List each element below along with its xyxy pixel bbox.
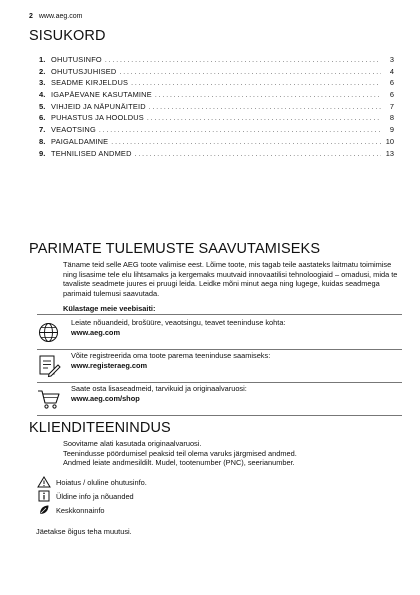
customer-service-title: KLIENDITEENINDUS <box>29 420 171 436</box>
toc-item-title: VIHJEID JA NÄPUNÄITEID <box>51 101 146 111</box>
toc-dot-leader <box>155 92 381 99</box>
symbol-row <box>36 490 134 502</box>
info-icon <box>36 490 52 502</box>
toc-dot-leader <box>111 139 381 146</box>
toc-item[interactable] <box>39 67 394 79</box>
toc-dot-leader <box>135 151 381 158</box>
leaf-icon <box>36 504 52 516</box>
toc-item-title: PUHASTUS JA HOOLDUS <box>51 113 144 123</box>
toc-item-number: 9. <box>39 148 46 158</box>
toc-item[interactable] <box>39 102 394 114</box>
toc-item-title: IGAPÄEVANE KASUTAMINE <box>51 90 152 100</box>
link-url[interactable]: www.aeg.com/shop <box>71 393 140 403</box>
page-header <box>29 13 82 20</box>
divider <box>37 415 402 416</box>
link-url[interactable]: www.registeraeg.com <box>71 360 148 370</box>
toc-item-number: 3. <box>39 78 46 88</box>
toc-dot-leader <box>99 127 381 134</box>
toc-item-title: TEHNILISED ANDMED <box>51 148 132 158</box>
site-url[interactable]: www.aeg.com <box>38 13 83 20</box>
visit-heading: Külastage meie veebisaiti: <box>63 304 156 313</box>
customer-service-paragraph: Soovitame alati kasutada originaalvaruosi. Teenindusse pöördumisel peaksid teil olema varuks järgmised andmed. Andmed leiate andmesildilt. Mudel, tootenumber (PNC), seerianumber. <box>63 439 297 468</box>
toc-item[interactable] <box>39 113 394 125</box>
toc-item-number: 8. <box>39 136 46 146</box>
toc-item-number: 2. <box>39 66 46 76</box>
toc-item-page: 6 <box>389 78 394 88</box>
toc-dot-leader <box>119 69 381 76</box>
toc-item-page: 9 <box>389 125 394 135</box>
divider <box>37 314 402 315</box>
link-description: Leiate nõuandeid, brošüüre, veaotsingu, teavet teeninduse kohta: <box>71 318 286 327</box>
toc-item[interactable] <box>39 90 394 102</box>
toc-dot-leader <box>105 57 381 64</box>
best-results-title: PARIMATE TULEMUSTE SAAVUTAMISEKS <box>29 241 321 257</box>
warning-icon <box>36 476 52 488</box>
toc-item[interactable] <box>39 78 394 90</box>
page-number: 2 <box>29 13 33 20</box>
table-of-contents <box>39 55 394 160</box>
toc-item[interactable] <box>39 137 394 149</box>
toc-item-page: 7 <box>389 101 394 111</box>
toc-item-title: PAIGALDAMINE <box>51 136 109 146</box>
toc-item-title: VEAOTSING <box>51 125 96 135</box>
toc-item-page: 6 <box>389 90 394 100</box>
link-info <box>71 318 401 338</box>
toc-item-title: OHUTUSJUHISED <box>51 66 117 76</box>
toc-title: SISUKORD <box>29 28 106 44</box>
divider <box>37 382 402 383</box>
link-shop <box>71 384 401 404</box>
toc-item-page: 10 <box>385 136 394 146</box>
toc-item[interactable] <box>39 149 394 161</box>
divider <box>37 349 402 350</box>
shopping-cart-icon <box>35 385 62 412</box>
symbol-label: Hoiatus / oluline ohutusinfo. <box>56 477 147 487</box>
toc-item-page: 4 <box>389 66 394 76</box>
link-description: Saate osta lisaseadmeid, tarvikuid ja originaalvaruosi: <box>71 384 247 393</box>
toc-item-number: 4. <box>39 90 46 100</box>
symbol-row <box>36 476 147 488</box>
toc-item-number: 5. <box>39 101 46 111</box>
symbol-label: Keskkonnainfo <box>56 505 105 515</box>
link-registration <box>71 351 401 371</box>
toc-item-page: 3 <box>389 55 394 64</box>
toc-item-title: OHUTUSINFO <box>51 55 102 64</box>
toc-item-title: SEADME KIRJELDUS <box>51 78 129 88</box>
symbol-label: Üldine info ja nõuanded <box>56 491 134 501</box>
best-results-paragraph: Täname teid selle AEG toote valimise eest. Lõime toote, mis tagab teile aastateks laitmatu toimimise ning lisasime tele elu lihtsamaks ja kergemaks muutvaid innovaatilisi tehnoloogiaid – omadusi, mida te tavaliste seadmete juures ei pruugi leida. Leidke mõni minut aega ning lugege, kuidas seadmega parimaid tulemusi saavutada. <box>63 260 398 298</box>
toc-dot-leader <box>147 115 381 122</box>
globe-icon <box>35 319 62 346</box>
toc-item-number: 6. <box>39 113 46 123</box>
footer-note: Jäetakse õigus teha muutusi. <box>36 527 132 536</box>
toc-item[interactable] <box>39 55 394 67</box>
toc-item-number: 7. <box>39 125 46 135</box>
registration-icon <box>35 352 62 379</box>
link-url[interactable]: www.aeg.com <box>71 327 121 337</box>
toc-dot-leader <box>149 104 381 111</box>
toc-item-page: 8 <box>389 113 394 123</box>
toc-item[interactable] <box>39 125 394 137</box>
link-description: Võite registreerida oma toote parema teeninduse saamiseks: <box>71 351 271 360</box>
toc-item-number: 1. <box>39 55 46 64</box>
toc-item-page: 13 <box>385 148 394 158</box>
symbol-row <box>36 504 104 516</box>
toc-dot-leader <box>131 80 381 87</box>
